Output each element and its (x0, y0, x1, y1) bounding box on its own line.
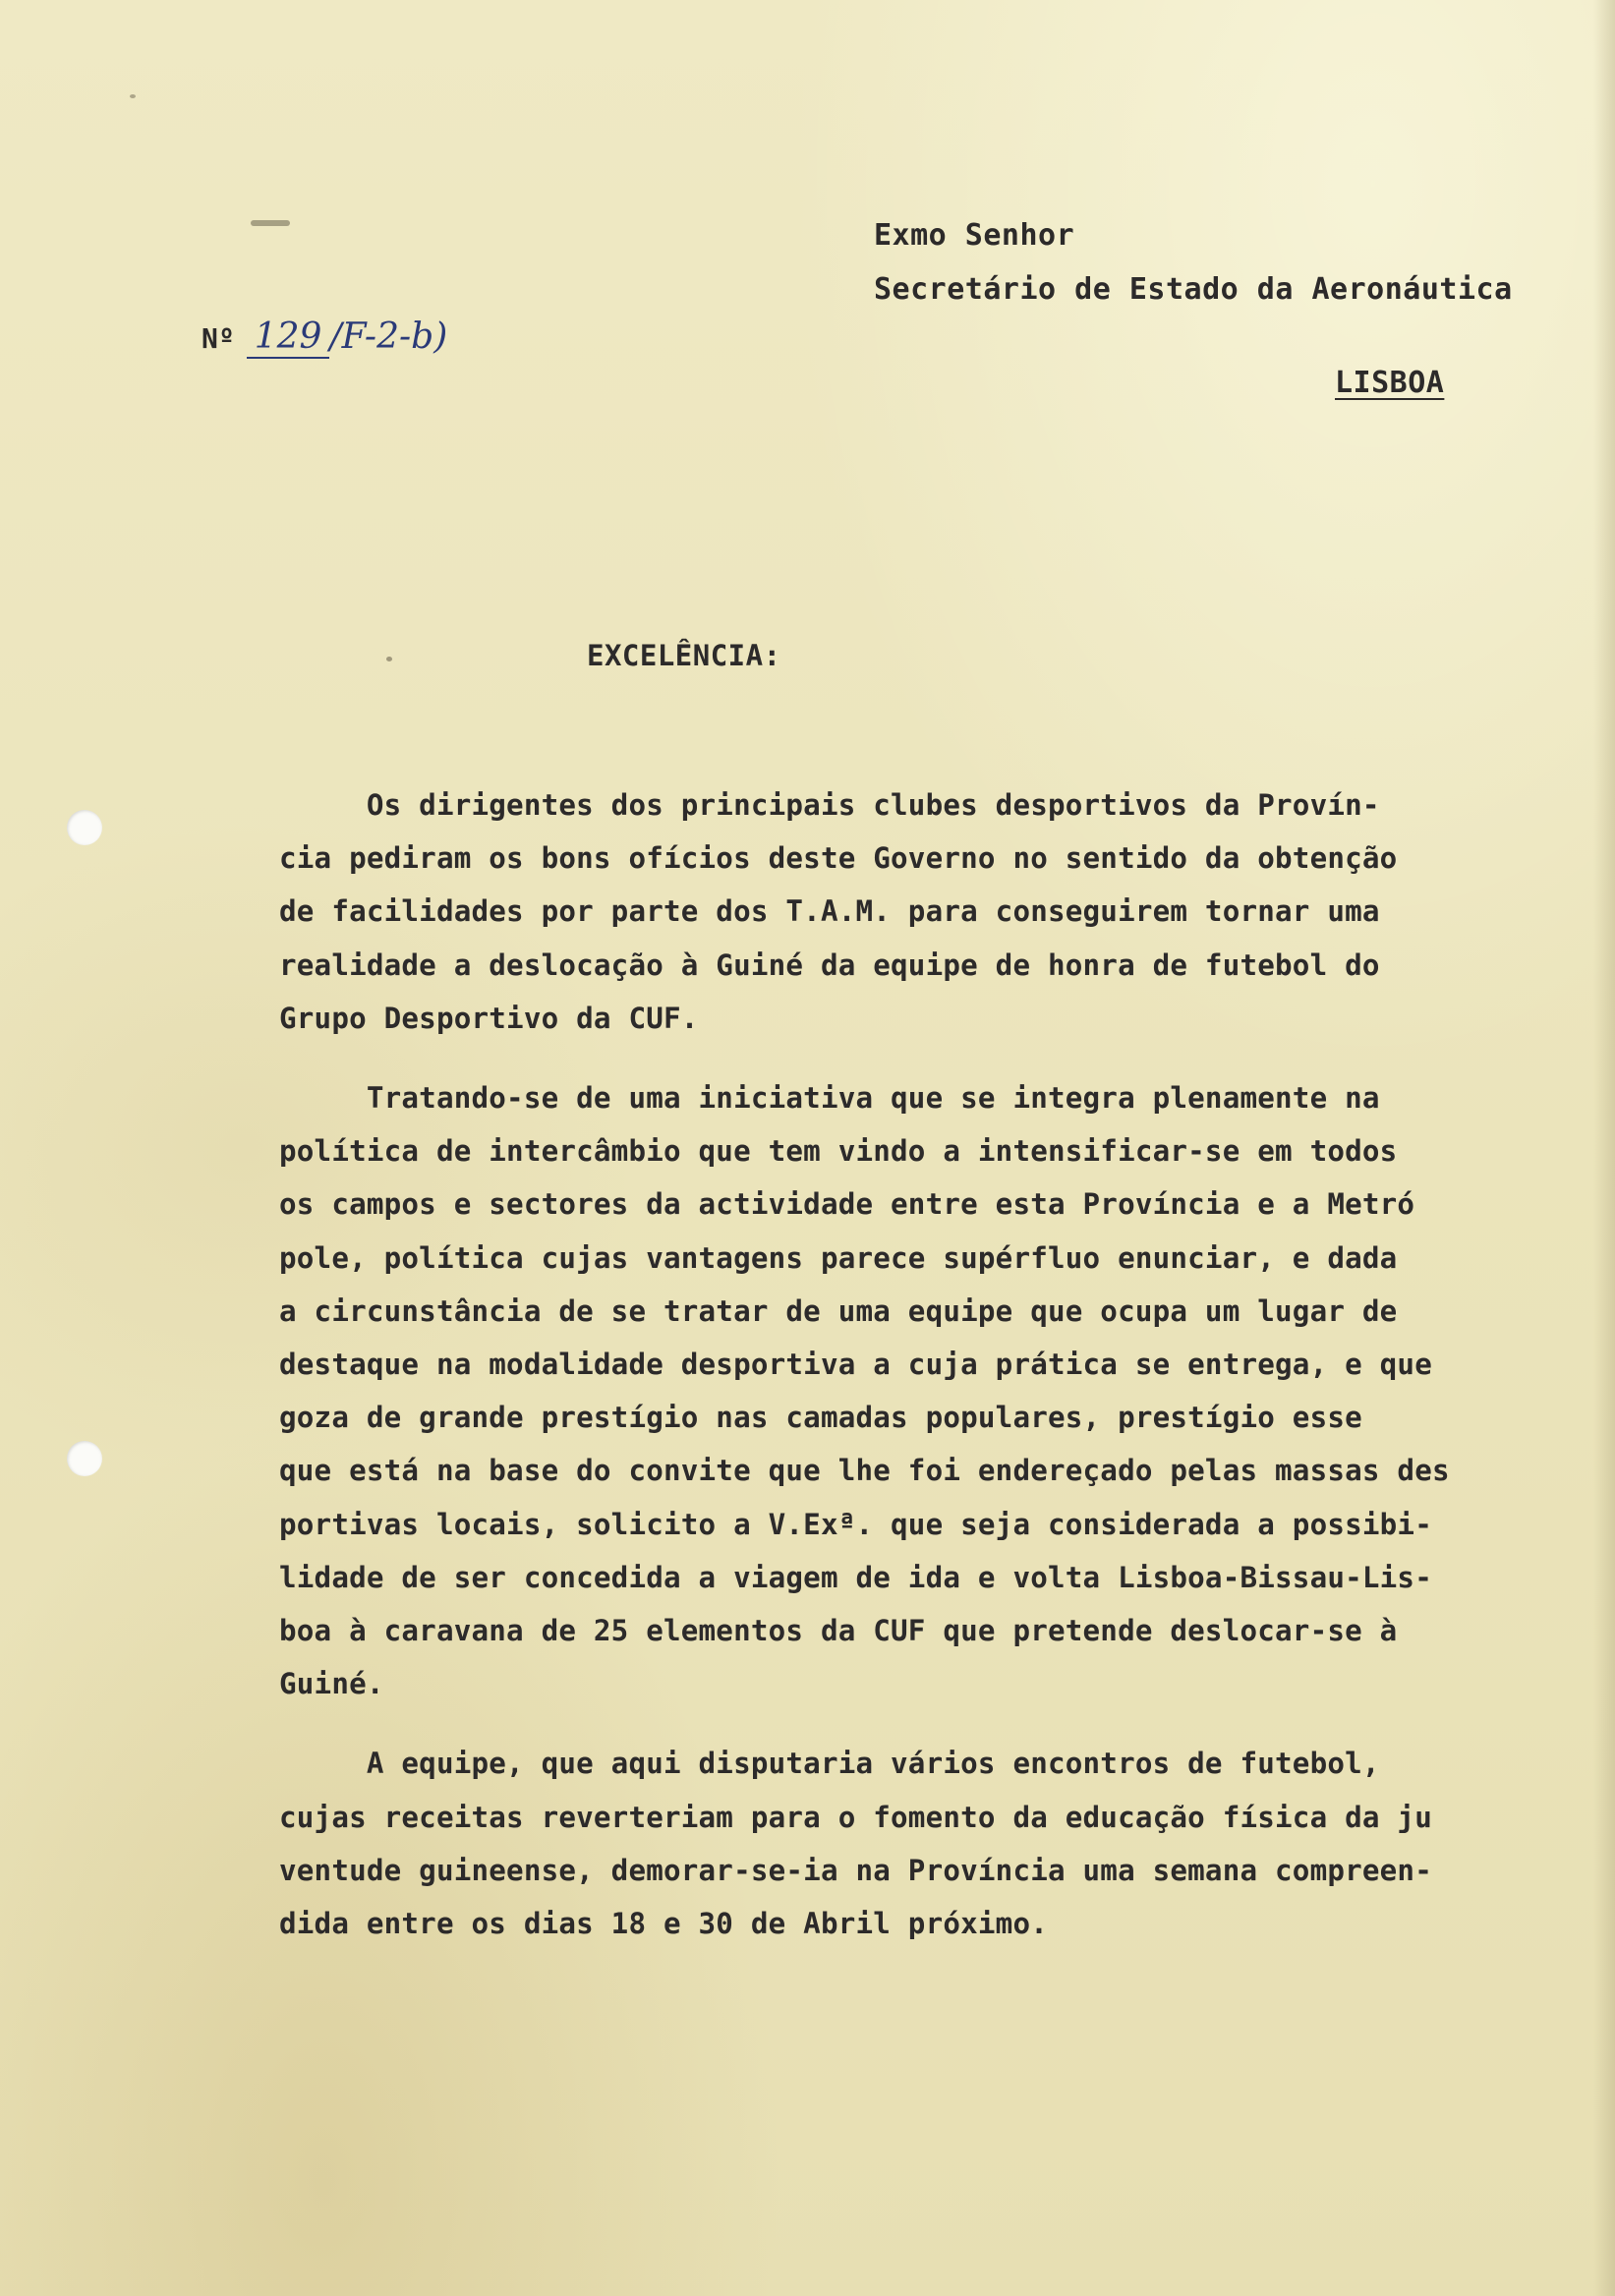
text-line: Tratando-se de uma iniciativa que se integra plenamente na (279, 1081, 1380, 1116)
punch-hole-bottom (67, 1441, 102, 1476)
paragraph-gap (279, 1045, 1547, 1071)
text-line: destaque na modalidade desportiva a cuja prática se entrega, e que (279, 1348, 1432, 1382)
reference-number (202, 316, 447, 359)
paragraph-3 (279, 1737, 1547, 1950)
text-line: lidade de ser concedida a viagem de ida e volta Lisboa-Bissau-Lis- (279, 1560, 1432, 1594)
paper-mark (386, 657, 392, 661)
text-line: dida entre os dias 18 e 30 de Abril próximo. (279, 1907, 1048, 1941)
text-line: goza de grande prestígio nas camadas populares, prestígio esse (279, 1401, 1362, 1435)
punch-hole-top (67, 810, 102, 845)
paper-edge-shadow (1593, 0, 1615, 2296)
text-line: boa à caravana de 25 elementos da CUF que pretende deslocar-se à (279, 1614, 1398, 1648)
text-line: A equipe, que aqui disputaria vários encontros de futebol, (279, 1747, 1380, 1781)
salutation: EXCELÊNCIA: (587, 639, 781, 672)
text-line: ventude guineense, demorar-se-ia na Província uma semana compreen- (279, 1853, 1432, 1887)
text-line: portivas locais, solicito a V.Exª. que seja considerada a possibi- (279, 1507, 1432, 1541)
reference-handwritten-suffix: /F-2-b) (329, 316, 448, 357)
paragraph-2 (279, 1071, 1547, 1710)
paragraph-gap (279, 1710, 1547, 1737)
addressee-title: Exmo Senhor (874, 218, 1075, 253)
text-line: Os dirigentes dos principais clubes desportivos da Provín- (279, 788, 1380, 822)
paper-mark (130, 94, 136, 98)
text-line: cujas receitas reverteriam para o fomento da educação física da ju (279, 1800, 1432, 1834)
reference-handwritten-number: 129 (247, 316, 330, 359)
text-line: Grupo Desportivo da CUF. (279, 1001, 699, 1035)
addressee-city: LISBOA (1335, 366, 1445, 400)
text-line: de facilidades por parte dos T.A.M. para conseguirem tornar uma (279, 894, 1380, 929)
text-line: a circunstância de se tratar de uma equipe que ocupa um lugar de (279, 1293, 1398, 1328)
text-line: os campos e sectores da actividade entre esta Província e a Metró (279, 1187, 1415, 1222)
text-line: pole, política cujas vantagens parece supérfluo enunciar, e dada (279, 1240, 1398, 1275)
text-line: realidade a deslocação à Guiné da equipe de honra de futebol do (279, 947, 1380, 982)
text-line: cia pediram os bons ofícios deste Governo no sentido da obtenção (279, 841, 1398, 876)
paper-mark (251, 220, 290, 226)
addressee-office: Secretário de Estado da Aeronáutica (874, 272, 1513, 307)
addressee-block (874, 208, 1513, 316)
text-line: Guiné. (279, 1667, 384, 1701)
paragraph-1 (279, 778, 1547, 1045)
letter-body (279, 778, 1547, 1950)
reference-prefix: Nº (202, 322, 235, 355)
text-line: que está na base do convite que lhe foi endereçado pelas massas des (279, 1454, 1450, 1488)
text-line: política de intercâmbio que tem vindo a intensificar-se em todos (279, 1134, 1398, 1169)
